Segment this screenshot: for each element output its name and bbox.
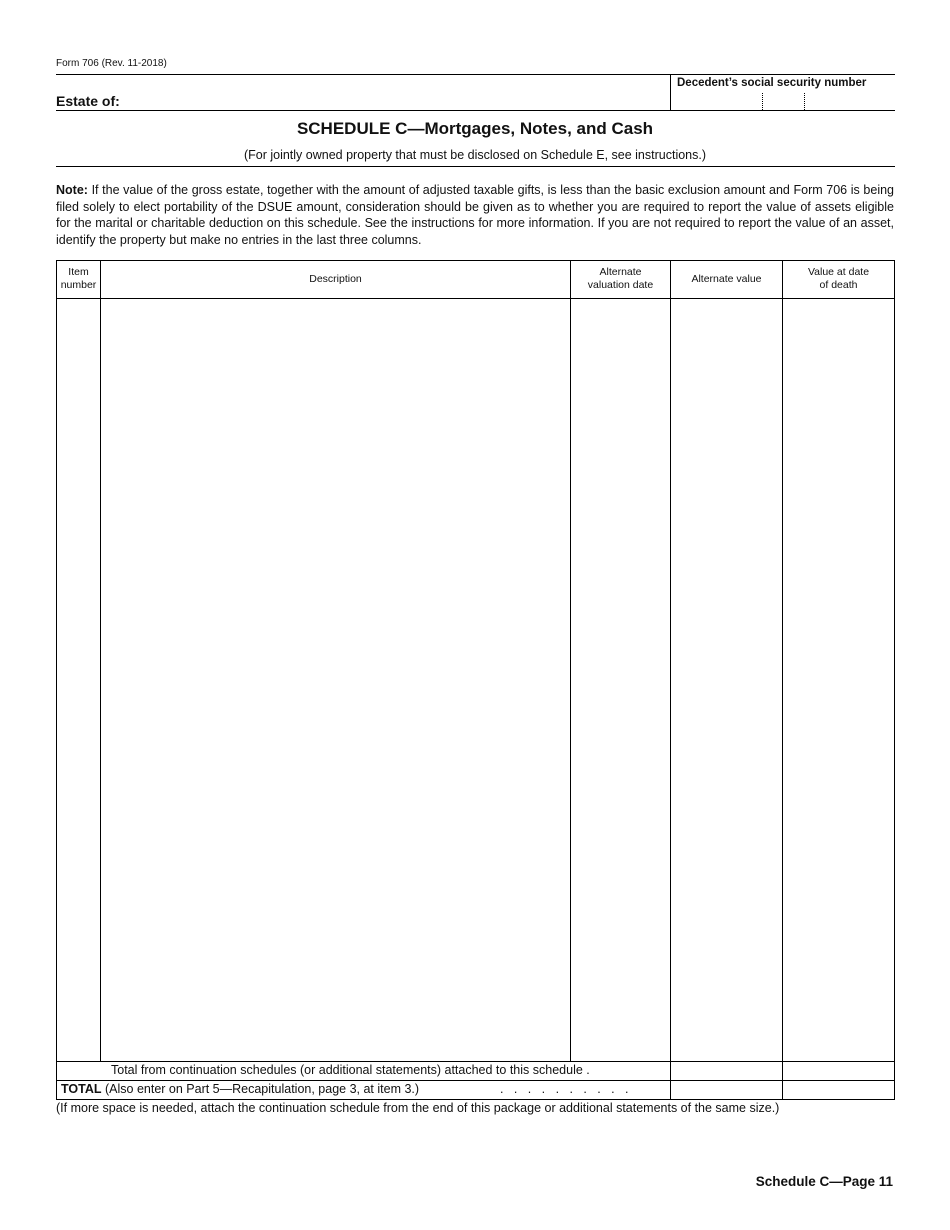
- ssn-field[interactable]: [720, 93, 890, 110]
- note-label: Note:: [56, 183, 88, 197]
- total-leader-dots: . . . . . . . . . .: [500, 1082, 629, 1096]
- continuation-alternate-value-field[interactable]: [671, 1062, 782, 1080]
- divider: [56, 74, 895, 75]
- schedule-subtitle: (For jointly owned property that must be disclosed on Schedule E, see instructions.): [243, 148, 707, 162]
- total-alternate-value-field[interactable]: [671, 1081, 782, 1099]
- description-field[interactable]: [101, 299, 570, 1061]
- value-date-of-death-field[interactable]: [783, 299, 894, 1061]
- continuation-value-date-of-death-field[interactable]: [783, 1062, 894, 1080]
- alternate-valuation-date-field[interactable]: [571, 299, 670, 1061]
- form-number: Form 706 (Rev. 11-2018): [56, 58, 167, 69]
- col-alternate-value: Alternate value: [691, 272, 762, 285]
- footer-note: (If more space is needed, attach the continuation schedule from the end of this package or additional statements of the same size.): [56, 1101, 780, 1115]
- item-number-field[interactable]: [57, 299, 100, 1061]
- schedule-title: SCHEDULE C—Mortgages, Notes, and Cash: [296, 119, 654, 138]
- col-description: Description: [309, 272, 362, 285]
- divider: [56, 110, 895, 111]
- col-item-number: Item number: [60, 266, 97, 291]
- total-text: (Also enter on Part 5—Recapitulation, page 3, at item 3.): [101, 1082, 420, 1096]
- estate-label: Estate of:: [56, 93, 120, 109]
- divider: [670, 74, 671, 111]
- col-alternate-valuation-date: Alternate valuation date: [587, 266, 654, 291]
- alternate-value-field[interactable]: [671, 299, 782, 1061]
- total-label: [61, 1082, 419, 1096]
- page-label: Schedule C—Page 11: [755, 1174, 893, 1189]
- continuation-total-label: Total from continuation schedules (or additional statements) attached to this schedule .: [111, 1063, 590, 1077]
- estate-name-field[interactable]: [135, 90, 665, 110]
- note-text: [56, 182, 894, 248]
- total-value-date-of-death-field[interactable]: [783, 1081, 894, 1099]
- note-body: If the value of the gross estate, together with the amount of adjusted taxable gifts, is less than the basic exclusion amount and Form 706 is being filed solely to elect portability of the DSUE amount, consideration should be given as to whether you are required to report the value of assets eligible for the marital or charitable deduction on this schedule. See the instructions for more information. If you are not required to report the value of an asset, identify the property but make no entries in the last three columns.: [56, 183, 894, 247]
- total-bold: TOTAL: [61, 1082, 102, 1096]
- ssn-label: Decedent’s social security number: [677, 77, 867, 89]
- divider: [56, 166, 895, 167]
- col-value-date-of-death: Value at date of death: [807, 266, 870, 291]
